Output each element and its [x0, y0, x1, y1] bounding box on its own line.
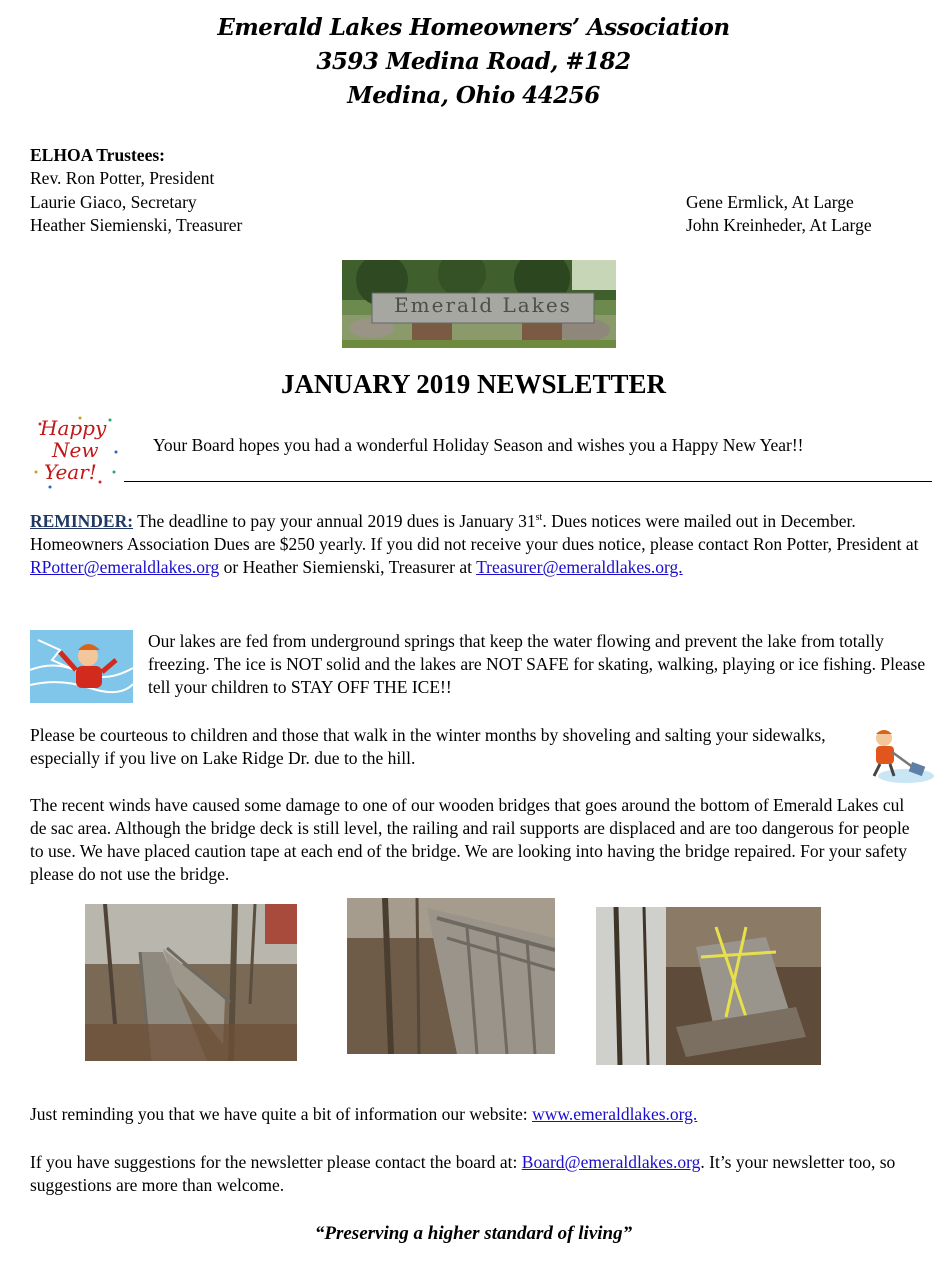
shoveling-paragraph: Please be courteous to children and those that walk in the winter months by shoveling and salting your sidewalks, especially if you live on Lake Ridge Dr. due to the hill.: [30, 725, 826, 768]
org-name: Emerald Lakes Homeowners’ Association: [217, 14, 730, 41]
emerald-lakes-sign-photo: [342, 260, 616, 348]
reminder-paragraph: REMINDER: The deadline to pay your annual 2019 dues is January 31st. Dues notices were mailed out in December. Homeowners Association Dues are $250 yearly. If you did not receive your dues notice, please contact Ron Potter, President at RPotter@emeraldlakes.org or Heather Siemienski, Treasurer at Treasurer@emeraldlakes.org.: [30, 511, 919, 577]
rpotter-email-link[interactable]: RPotter@emeraldlakes.org: [30, 557, 220, 577]
address-line-2: Medina, Ohio 44256: [347, 82, 600, 109]
ice-warning-paragraph: Our lakes are fed from underground springs that keep the water flowing and prevent the lake from totally freezing. The ice is NOT solid and the lakes are NOT SAFE for skating, walking, playing or ice fishing. Please tell your children to STAY OFF THE ICE!!: [148, 631, 926, 697]
new-year-message: Your Board hopes you had a wonderful Holiday Season and wishes you a Happy New Year!!: [153, 435, 804, 455]
board-email-link[interactable]: Board@emeraldlakes.org: [521, 1152, 701, 1172]
treasurer-email-link[interactable]: Treasurer@emeraldlakes.org.: [476, 557, 683, 577]
trustee-treasurer: Heather Siemienski, Treasurer: [30, 215, 243, 235]
address-line-1: 3593 Medina Road, #182: [316, 48, 631, 75]
shoveling-snow-icon: [862, 724, 934, 784]
child-on-ice-icon: [30, 630, 133, 703]
section-divider: [124, 481, 932, 482]
bridge-paragraph: The recent winds have caused some damage to one of our wooden bridges that goes around the bottom of Emerald Lakes cul de sac area. Although the bridge deck is still level, the railing and rail supports are displaced and are too dangerous for people to use. We have placed caution tape at each end of the bridge. We are looking into having the bridge repaired. For your safety please do not use the bridge.: [30, 795, 910, 884]
trustee-president: Rev. Ron Potter, President: [30, 168, 215, 188]
trustees-heading: ELHOA Trustees:: [30, 145, 165, 165]
newsletter-title: JANUARY 2019 NEWSLETTER: [280, 369, 667, 399]
website-link[interactable]: www.emeraldlakes.org.: [532, 1104, 698, 1124]
sign-text: Emerald Lakes: [394, 293, 572, 317]
happy-new-year-icon: Happy New Year!: [30, 412, 122, 492]
motto: “Preserving a higher standard of living”: [314, 1223, 633, 1244]
trustee-at-large-2: John Kreinheder, At Large: [686, 215, 872, 235]
trustee-secretary: Laurie Giaco, Secretary: [30, 192, 197, 212]
suggestions-paragraph: If you have suggestions for the newsletter please contact the board at: Board@emeraldlakes.org. It’s your newsletter too, so suggestions are more than welcome.: [30, 1152, 896, 1195]
bridge-photo-3: [596, 907, 821, 1065]
website-paragraph: Just reminding you that we have quite a bit of information our website: www.emeraldlakes.org.: [30, 1104, 698, 1124]
trustee-at-large-1: Gene Ermlick, At Large: [686, 192, 854, 212]
reminder-label: REMINDER:: [30, 511, 134, 531]
bridge-photo-1: [85, 904, 297, 1061]
bridge-photo-2: [347, 898, 555, 1054]
